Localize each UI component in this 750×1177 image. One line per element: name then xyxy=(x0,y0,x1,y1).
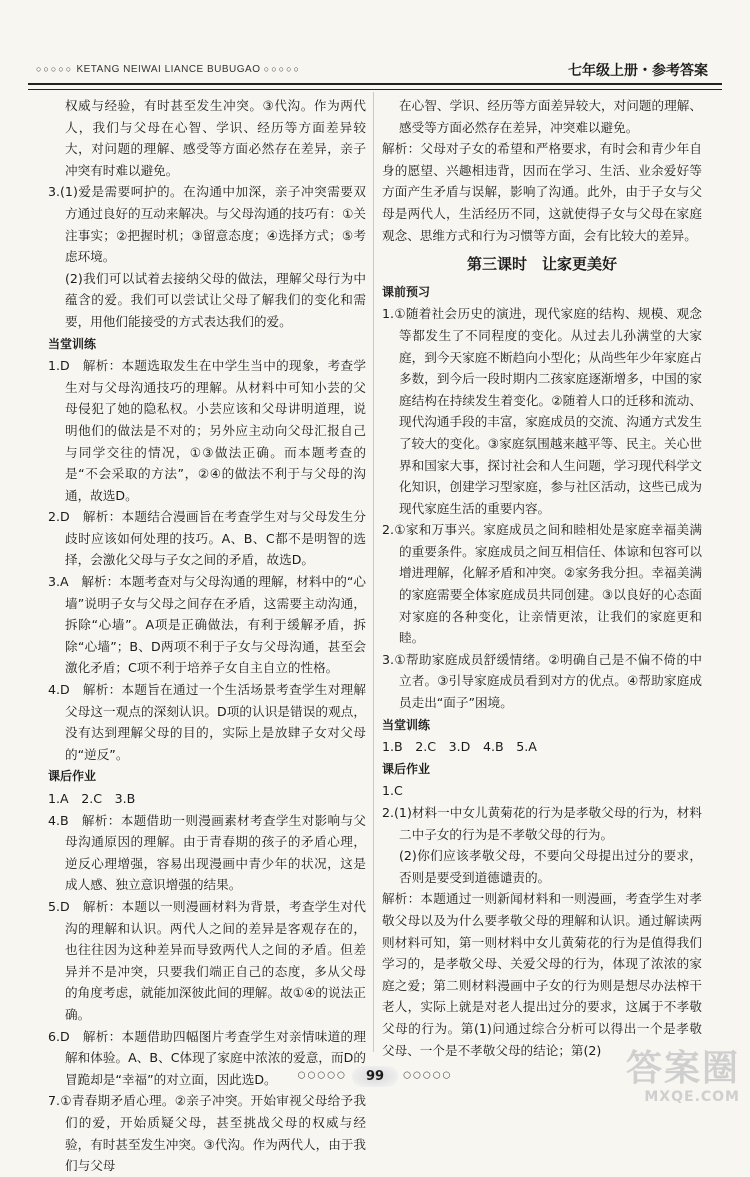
preview-answer-2: 2.①家和万事兴。家庭成员之间和睦相处是家庭幸福美满的重要条件。家庭成员之间互相信任、体谅和包容可以增进理解，化解矛盾和冲突。②家务我分担。幸福美满的家庭需要全体家庭成员共同创建。③以良好的心态面对家庭的各种变化，让亲情更浓，让我们的家庭更和睦。 xyxy=(382,522,702,646)
header-rule xyxy=(28,83,722,90)
continued-text: 在心智、学识、经历等方面差异较大，对问题的理解、感受等方面必然存在差异，冲突难以避免。 xyxy=(399,98,702,135)
header-dots-right: ○○○○○ xyxy=(263,64,301,74)
header-book-title: 七年级上册・参考答案 xyxy=(568,63,708,79)
right-column xyxy=(382,95,702,1058)
practice-answer-4: 4.D 解析：本题旨在通过一个生活场景考查学生对理解父母这一观点的深刻认识。D项的认识是错误的观点，没有达到理解父母的目的，实际上是放肆子女对父母的“逆反”。 xyxy=(48,682,366,762)
header-dots-left: ○○○○○ xyxy=(36,64,74,74)
homework-answer-6: 6.D 解析：本题借助四幅图片考查学生对亲情味道的理解和体验。A、B、C体现了家庭中浓浓的爱意，而D的冒跪却是“幸福”的对立面，因此选D。 xyxy=(48,1028,366,1087)
section-heading-preview: 课前预习 xyxy=(382,284,431,299)
practice-answer-3: 3.A 解析：本题考查对与父母沟通的理解，材料中的“心墙”说明子女与父母之间存在矛盾，这需要主动沟通，拆除“心墙”。A项是正确做法，有利于缓解矛盾，拆除“心墙”；B、D两项不利于子女与父母沟通，甚至会激化矛盾；C项不利于培养子女自主自立的性格。 xyxy=(48,574,366,676)
homework-answer-4: 4.B 解析：本题借助一则漫画素材考查学生对影响与父母沟通原因的理解。由于青春期的孩子的矛盾心理，逆反心理增强，容易出现漫画中青少年的状况，这是成人感、独立意识增强的结果。 xyxy=(48,812,366,893)
homework-answer-2-1: 2.(1)材料一中女儿黄菊花的行为是孝敬父母的行为，材料二中子女的行为是不孝敬父母的行为。 xyxy=(382,805,702,842)
footer-dots-right: ○○○○○ xyxy=(403,1070,453,1081)
section-heading-homework: 课后作业 xyxy=(48,769,97,784)
answer-3-1: 3.(1)爱是需要呵护的。在沟通中加深，亲子冲突需要双方通过良好的互动来解决。与父母沟通的技巧有：①关注事实；②把握时机；③留意态度；④选择方式；⑤考虑环境。 xyxy=(48,184,366,265)
homework-answer-7: 7.①青春期矛盾心理。②亲子冲突。开始审视父母给予我们的爱，开始质疑父母，甚至挑战父母的权威与经验，有时甚至发生冲突。③代沟。作为两代人，由于我们与父母 xyxy=(48,1093,366,1174)
watermark-logo xyxy=(590,1049,740,1113)
section-heading-class-practice: 当堂训练 xyxy=(382,717,431,732)
page-header xyxy=(28,52,722,86)
answer-3-2: (2)我们可以试着去接纳父母的做法，理解父母行为中蕴含的爱。我们可以尝试让父母了解我们的变化和需要，用他们能接受的方式表达我们的爱。 xyxy=(65,270,366,329)
homework-answers-1-3: 1.A 2.C 3.B xyxy=(48,791,136,806)
section-heading-homework: 课后作业 xyxy=(382,761,431,776)
analysis-text: 解析：父母对子女的希望和严格要求，有时会和青少年自身的愿望、兴趣相违背，因而在学习、生活、业余爱好等方面产生矛盾与误解，影响了沟通。此外，由于子女与父母是两代人，生活经历不同，这就使得子女与父母在家庭观念、思维方式和行为习惯等方面，会有比较大的差异。 xyxy=(382,141,702,243)
homework-analysis: 解析：本题通过一则新闻材料和一则漫画，考查学生对孝敬父母以及为什么要孝敬父母的理解和认识。通过解读两则材料可知，第一则材料中女儿黄菊花的行为是值得我们学习的，是孝敬父母、关爱父母的行为，体现了浓浓的家庭之爱；第二则材料漫画中子女的行为则是想尽办法榨干老人，实际上就是对老人提出过分的要求，这属于不孝敬父母的行为。第(1)问通过综合分析可以得出一个是孝敬父母、一个是不孝敬父母的结论；第(2) xyxy=(382,891,702,1058)
preview-answer-3: 3.①帮助家庭成员舒缓情绪。②明确自己是不偏不倚的中立者。③引导家庭成员看到对方的优点。④帮助家庭成员走出“面子”困境。 xyxy=(382,651,702,711)
practice-answer-2: 2.D 解析：本题结合漫画旨在考查学生对与父母发生分歧时应该如何处理的技巧。A、B、C都不是明智的选择，会激化父母与子女之间的矛盾，故选D。 xyxy=(48,509,366,568)
column-divider xyxy=(373,92,374,1052)
header-series-title xyxy=(36,64,301,75)
left-column xyxy=(48,95,366,1174)
page-number: 99 xyxy=(352,1066,398,1087)
lesson-title: 第三课时 让家更美好 xyxy=(466,255,617,274)
header-series-text: KETANG NEIWAI LIANCE BUBUGAO xyxy=(76,64,261,75)
footer-dots-left: ○○○○○ xyxy=(297,1070,347,1081)
watermark-text: 答案圈 xyxy=(625,1048,740,1089)
homework-answer-2-2: (2)你们应该孝敬父母，不要向父母提出过分的要求，否则是要受到道德谴责的。 xyxy=(399,848,702,885)
homework-answer-1: 1.C xyxy=(382,783,403,799)
section-heading-class-practice: 当堂训练 xyxy=(48,336,97,351)
practice-answer-1: 1.D 解析：本题选取发生在中学生当中的现象，考查学生对与父母沟通技巧的理解。从材料中可知小芸的父母侵犯了她的隐私权。小芸应该和父母讲明道理，说明他们的做法是不对的；另外应主动向父母汇报自己与同学交往的情况，①③做法正确。而本题考查的是“不会采取的方法”，②④的做法不利于与父母的沟通，故选D。 xyxy=(48,358,366,503)
homework-answer-5: 5.D 解析：本题以一则漫画材料为背景，考查学生对代沟的理解和认识。两代人之间的差异是客观存在的，也往往因为这种差异而导致两代人之间的矛盾。但差异并不是冲突，只要我们端正自己的态度，多从父母的角度考虑，就能加深彼此间的理解。故①④的说法正确。 xyxy=(48,898,366,1022)
watermark-url: MXQE.COM xyxy=(644,1089,740,1105)
practice-answers-1-5: 1.B 2.C 3.D 4.B 5.A xyxy=(382,739,537,755)
preview-answer-1: 1.①随着社会历史的演进，现代家庭的结构、规模、观念等都发生了不同程度的变化。从过去儿孙满堂的大家庭，到今天家庭不断趋向小型化；从尚些年少年家庭占多数，到今后一段时期内二孩家庭逐渐增多，中国的家庭结构在持续发生着变化。②随着人口的迁移和流动、现代沟通手段的丰富，家庭成员的交流、沟通方式发生了较大的变化。③家庭氛围越来越平等、民主。关心世界和国家大事，探讨社会和人生问题，学习现代科学文化知识，创建学习型家庭，参与社区活动，这些已成为现代家庭生活的重要内容。 xyxy=(382,306,702,516)
continued-text: 权威与经验，有时甚至发生冲突。③代沟。作为两代人，我们与父母在心智、学识、经历等方面差异较大，对问题的理解、感受等方面必然存在差异，亲子冲突有时难以避免。 xyxy=(65,98,366,178)
